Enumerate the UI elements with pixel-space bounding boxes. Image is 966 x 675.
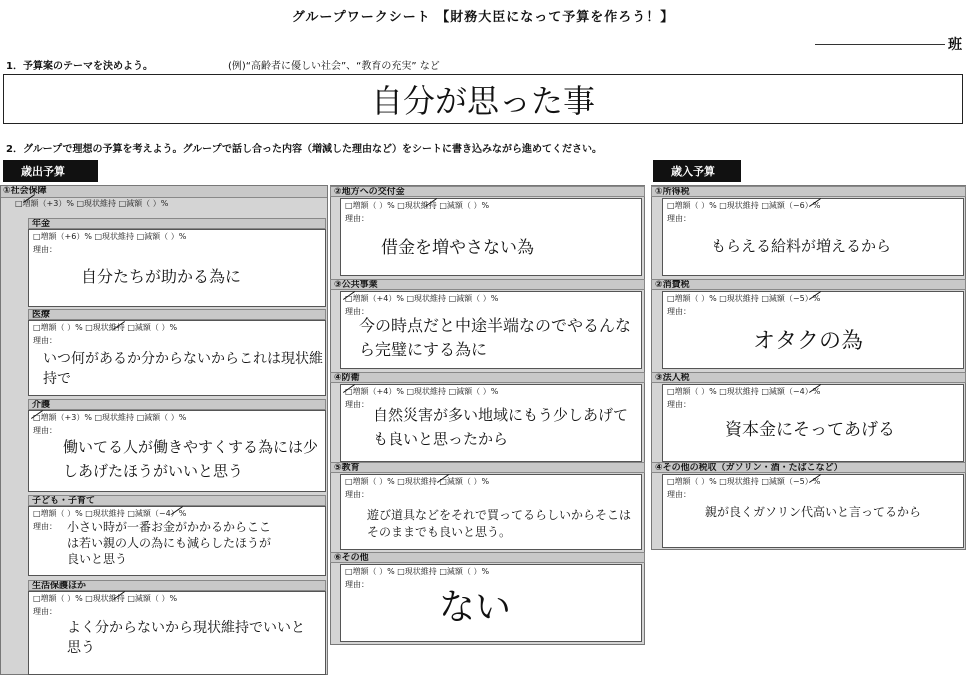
pension-reason-label: 理由： bbox=[33, 245, 57, 254]
public-works-reason-label: 理由： bbox=[345, 307, 369, 316]
childcare-checks[interactable]: □増額（ ）% □現状維持 □減額（−4）% bbox=[33, 509, 187, 518]
care-reason: 働いてる人が働きやすくする為には少しあげたほうがいいと思う bbox=[63, 438, 319, 480]
other-tax-box[interactable] bbox=[662, 474, 964, 548]
income-tax-reason-label: 理由： bbox=[667, 214, 691, 223]
public-works-box[interactable] bbox=[340, 291, 642, 369]
income-tax-reason: もらえる給料が増えるから bbox=[711, 237, 892, 255]
question-1-example: (例)“高齢者に優しい社会”、“教育の充実” など bbox=[228, 61, 440, 72]
corporate-tax-checks[interactable]: □増額（ ）% □現状維持 □減額（−4）% bbox=[667, 387, 821, 396]
education-reason-label: 理由： bbox=[345, 490, 369, 499]
medical-box[interactable] bbox=[28, 320, 326, 396]
welfare-box[interactable] bbox=[28, 591, 326, 675]
care-reason-label: 理由： bbox=[33, 426, 57, 435]
worksheet-title: グループワークシート 【財務大臣になって予算を作ろう！】 bbox=[291, 10, 675, 25]
care-title: 介護 bbox=[28, 399, 326, 410]
medical-reason: いつ何があるか分からないからこれは現状維持で bbox=[43, 351, 323, 387]
defense-box[interactable] bbox=[340, 384, 642, 462]
education-title: ⑤教育 bbox=[330, 462, 645, 473]
welfare-title: 生活保護ほか bbox=[28, 580, 326, 591]
other-tax-reason-label: 理由： bbox=[667, 490, 691, 499]
consumption-tax-box[interactable] bbox=[662, 291, 964, 369]
pension-reason: 自分たちが助かる為に bbox=[81, 267, 242, 286]
other-box[interactable] bbox=[340, 564, 642, 642]
question-2-label: 2．グループで理想の予算を考えよう。グループで話し合った内容（増減した理由など）をシートに書き込みながら進めてください。 bbox=[6, 144, 602, 155]
medical-reason-label: 理由： bbox=[33, 336, 57, 345]
theme-answer: 自分が思った事 bbox=[370, 82, 595, 120]
childcare-box[interactable] bbox=[28, 506, 326, 576]
corporate-tax-reason-label: 理由： bbox=[667, 400, 691, 409]
care-box[interactable] bbox=[28, 410, 326, 492]
other-reason: ない bbox=[439, 587, 512, 628]
pension-title: 年金 bbox=[28, 218, 326, 229]
income-tax-box[interactable] bbox=[662, 198, 964, 276]
pension-box[interactable] bbox=[28, 229, 326, 307]
other-tax-checks[interactable]: □増額（ ）% □現状維持 □減額（−5）% bbox=[667, 477, 821, 486]
income-tax-title: ①所得税 bbox=[651, 186, 966, 197]
corporate-tax-title: ③法人税 bbox=[651, 372, 966, 383]
local-grant-reason: 借金を増やさない為 bbox=[381, 238, 534, 258]
welfare-checks[interactable]: □増額（ ）% □現状維持 □減額（ ）% bbox=[33, 594, 178, 603]
other-tax-title: ④その他の税収（ガソリン・酒・たばこなど） bbox=[651, 462, 966, 473]
consumption-tax-checks[interactable]: □増額（ ）% □現状維持 □減額（−5）% bbox=[667, 294, 821, 303]
corporate-tax-reason: 資本金にそってあげる bbox=[725, 420, 895, 440]
local-grant-title: ②地方への交付金 bbox=[330, 186, 645, 197]
expenditure-header: 歳出予算 bbox=[3, 160, 98, 182]
other-title: ⑥その他 bbox=[330, 552, 645, 563]
income-tax-checks[interactable]: □増額（ ）% □現状維持 □減額（−6）% bbox=[667, 201, 821, 210]
corporate-tax-box[interactable] bbox=[662, 384, 964, 462]
social-security-title: ①社会保障 bbox=[1, 186, 327, 198]
public-works-title: ③公共事業 bbox=[330, 279, 645, 290]
childcare-reason-label: 理由： bbox=[33, 522, 57, 531]
other-tax-reason: 親が良くガソリン代高いと言ってるから bbox=[705, 505, 922, 519]
care-checks[interactable]: □増額（+3）% □現状維持 □減額（ ）% bbox=[33, 413, 187, 422]
public-works-checks[interactable]: □増額（+4）% □現状維持 □減額（ ）% bbox=[345, 294, 499, 303]
defense-title: ④防衛 bbox=[330, 372, 645, 383]
childcare-title: 子ども・子育て bbox=[28, 495, 326, 506]
local-grant-box[interactable] bbox=[340, 198, 642, 276]
education-reason: 遊び道具などをそれで買ってるらしいからそこはそのままでも良いと思う。 bbox=[367, 508, 632, 539]
social-security-checks[interactable]: □増額（+3）% □現状維持 □減額（ ）% bbox=[15, 199, 169, 208]
education-checks[interactable]: □増額（ ）% □現状維持 □減額（ ）% bbox=[345, 477, 490, 486]
revenue-header: 歳入予算 bbox=[653, 160, 741, 182]
local-grant-checks[interactable]: □増額（ ）% □現状維持 □減額（ ）% bbox=[345, 201, 490, 210]
defense-checks[interactable]: □増額（+4）% □現状維持 □減額（ ）% bbox=[345, 387, 499, 396]
consumption-tax-title: ②消費税 bbox=[651, 279, 966, 290]
welfare-reason: よく分からないから現状維持でいいと思う bbox=[67, 620, 305, 656]
question-1-label: 1．予算案のテーマを決めよう。 bbox=[6, 61, 153, 72]
other-reason-label: 理由： bbox=[345, 580, 369, 589]
childcare-reason: 小さい時が一番お金がかかるからここは若い親の人の為にも減らしたほうが良いと思う bbox=[67, 520, 272, 566]
medical-checks[interactable]: □増額（ ）% □現状維持 □減額（ ）% bbox=[33, 323, 178, 332]
defense-reason-label: 理由： bbox=[345, 400, 369, 409]
defense-reason: 自然災害が多い地域にもう少しあげても良いと思ったから bbox=[373, 406, 629, 448]
class-label: 班 bbox=[948, 37, 962, 53]
medical-title: 医療 bbox=[28, 309, 326, 320]
theme-answer-box[interactable] bbox=[3, 74, 963, 124]
other-checks[interactable]: □増額（ ）% □現状維持 □減額（ ）% bbox=[345, 567, 490, 576]
consumption-tax-reason: オタクの為 bbox=[753, 329, 864, 354]
public-works-reason: 今の時点だと中途半端なのでやるんなら完璧にする為に bbox=[359, 316, 632, 359]
local-grant-reason-label: 理由： bbox=[345, 214, 369, 223]
pension-checks[interactable]: □増額（+6）% □現状維持 □減額（ ）% bbox=[33, 232, 187, 241]
education-box[interactable] bbox=[340, 474, 642, 550]
class-underline bbox=[815, 44, 945, 45]
welfare-reason-label: 理由： bbox=[33, 607, 57, 616]
consumption-tax-reason-label: 理由： bbox=[667, 307, 691, 316]
